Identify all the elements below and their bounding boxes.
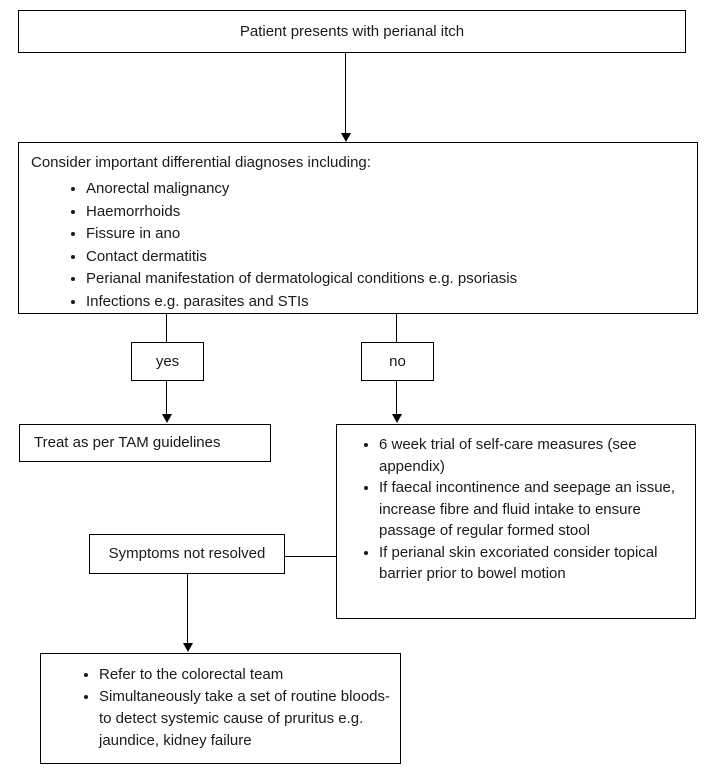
list-item: • If faecal incontinence and seepage an issue, increase fibre and fluid intake to ensure passage of regular formed stool <box>379 477 685 542</box>
list-item: • Perianal manifestation of dermatological conditions e.g. psoriasis <box>86 268 685 291</box>
arrowhead-yes-to-treat-icon <box>162 414 172 423</box>
treat-node <box>19 424 271 462</box>
refer-bullet-list <box>49 664 392 752</box>
arrowhead-no-to-selfcare-icon <box>392 414 402 423</box>
symptoms-node-label: Symptoms not resolved <box>108 545 266 562</box>
list-item: • Simultaneously take a set of routine bloods-to detect systemic cause of pruritus e.g. jaundice, kidney failure <box>99 686 392 752</box>
list-item: • Contact dermatitis <box>86 246 685 269</box>
list-item: • Anorectal malignancy <box>86 178 685 201</box>
connector-start-to-differentials <box>345 53 346 133</box>
connector-yes-to-treat <box>166 381 167 414</box>
refer-node <box>40 653 401 764</box>
connector-no-to-selfcare <box>396 381 397 414</box>
list-item: • Refer to the colorectal team <box>99 664 392 686</box>
list-item: • Fissure in ano <box>86 223 685 246</box>
differentials-node <box>18 142 698 314</box>
differentials-heading: Consider important differential diagnoses including: <box>31 154 371 171</box>
start-node-label: Patient presents with perianal itch <box>239 22 465 40</box>
no-label: no <box>389 352 406 370</box>
treat-node-label: Treat as per TAM guidelines <box>34 434 221 451</box>
arrowhead-symptoms-to-refer-icon <box>183 643 193 652</box>
symptoms-node <box>89 534 285 574</box>
yes-label: yes <box>155 352 180 370</box>
differentials-bullet-list <box>31 178 685 313</box>
self-care-node <box>336 424 696 619</box>
connector-symptoms-to-refer <box>187 574 188 643</box>
self-care-bullet-list <box>347 434 685 585</box>
connector-symptoms-to-selfcare <box>285 556 336 557</box>
arrowhead-start-to-differentials-icon <box>341 133 351 142</box>
connector-differentials-to-no <box>396 314 397 342</box>
no-decision-node <box>361 342 434 381</box>
list-item: • Haemorrhoids <box>86 201 685 224</box>
list-item: • 6 week trial of self-care measures (see appendix) <box>379 434 685 477</box>
list-item: • If perianal skin excoriated consider topical barrier prior to bowel motion <box>379 542 685 585</box>
yes-decision-node <box>131 342 204 381</box>
connector-differentials-to-yes <box>166 314 167 342</box>
start-node <box>18 10 686 53</box>
list-item: • Infections e.g. parasites and STIs <box>86 291 685 314</box>
